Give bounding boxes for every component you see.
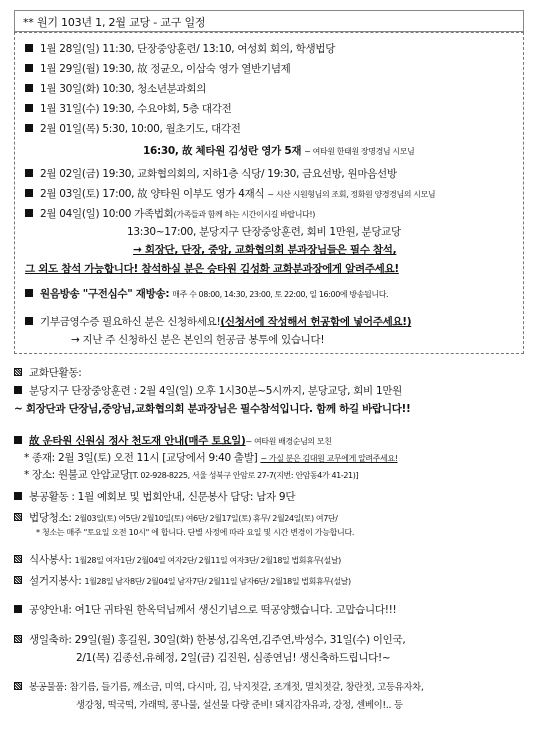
- schedule-item: 1월 31일(수) 19:30, 수요야회, 5층 대각전: [25, 101, 231, 116]
- schedule-subitem: 그 외도 참석 가능합니다! 참석하실 분은 승타원 김성화 교화분과장에게 알려주세요!: [25, 263, 399, 275]
- square-bullet-icon: [25, 169, 33, 177]
- square-bullet-icon: [25, 289, 33, 297]
- hatched-bullet-icon: [14, 368, 22, 376]
- birthday-line: 2/1(목) 김종선,유혜정, 2일(금) 김진원, 심종연님! 생신축하드립니다!~: [76, 652, 391, 664]
- schedule-box: [14, 32, 524, 354]
- square-bullet-icon: [25, 104, 33, 112]
- square-bullet-icon: [14, 492, 22, 500]
- square-bullet-icon: [25, 44, 33, 52]
- schedule-subitem: 13:30~17:00, 분당지구 단장중앙훈련, 회비 1만원, 분당교당: [127, 226, 401, 238]
- offering-line: 공양안내: 여1단 귀타원 한옥덕님께서 생신기념으로 떡공양했습니다. 고맙습니다!!!: [14, 602, 396, 617]
- schedule-subitem: → 회장단, 단장, 중앙, 교화협의회 분과장님들은 필수 참석,: [133, 244, 397, 256]
- square-bullet-icon: [14, 605, 22, 613]
- hatched-bullet-icon: [14, 555, 22, 563]
- schedule-item: 2월 01일(목) 5:30, 10:00, 월초기도, 대각전: [25, 121, 241, 136]
- square-bullet-icon: [25, 84, 33, 92]
- funeral-line: * 장소: 원불교 안암교당[T. 02-928-8225, 서울 성북구 안암로 27-7(지번: 안암동4가 41-21)]: [24, 469, 359, 481]
- square-bullet-icon: [25, 317, 33, 325]
- schedule-subitem: 16:30, 故 체타원 김성란 영가 5재 ~ 여타원 한태원 장명경님 시모님: [143, 145, 415, 157]
- square-bullet-icon: [25, 124, 33, 132]
- schedule-item: 1월 30일(화) 10:30, 청소년분과회의: [25, 81, 206, 96]
- square-bullet-icon: [25, 209, 33, 217]
- square-bullet-icon: [14, 386, 22, 394]
- goods-line: 봉공물품: 참기름, 들기름, 깨소금, 미역, 다시마, 김, 낙지젓갈, 조개젓, 멸치젓갈, 창란젓, 고등유자차,: [14, 679, 424, 693]
- cleaning-note: * 청소는 매주 "토요일 오전 10시" 에 합니다. 단별 사정에 따라 요일 및 시간 변경이 가능합니다.: [36, 528, 355, 537]
- hatched-bullet-icon: [14, 682, 22, 690]
- schedule-item: 1월 28일(일) 11:30, 단장중앙훈련/ 13:10, 여성회 회의, 학생법당: [25, 41, 335, 56]
- schedule-title: ** 원기 103년 1, 2월 교당 - 교구 일정: [14, 10, 524, 32]
- gyohwa-line: 분당지구 단장중앙훈련 : 2월 4일(일) 오후 1시30분~5시까지, 분당교당, 회비 1만원: [14, 383, 402, 398]
- gyohwa-line: ~ 회장단과 단장님,중앙님,교화협의회 분과장님은 필수참석입니다. 함께 하길 바랍니다!!: [14, 403, 411, 415]
- birthday-line: 생일축하: 29일(월) 홍길원, 30일(화) 한봉성,김옥연,김주연,박성수, 31일(수) 이인국,: [14, 632, 405, 647]
- funeral-line: * 종재: 2월 3일(토) 오전 11시 [교당에서 9:40 출발] ~ 가실 분은 김대원 교무에게 알려주세요!: [24, 452, 398, 464]
- goods-line: 생강청, 떡국떡, 가래떡, 콩나물, 설선물 다량 준비! 돼지감자유과, 강정, 센베이!.. 등: [76, 700, 403, 711]
- hatched-bullet-icon: [14, 513, 22, 521]
- schedule-item: 1월 29일(월) 19:30, 故 정균오, 이삼숙 영가 열반기념제: [25, 61, 291, 76]
- service-line: 봉공활동 : 1월 예회보 및 법회안내, 신문봉사 담당: 남자 9단: [14, 489, 295, 504]
- meal-line: 식사봉사: 1월28일 여자1단/ 2월04일 여자2단/ 2월11일 여자3단/ 2월18일 법회휴무(설날): [14, 552, 341, 567]
- square-bullet-icon: [25, 189, 33, 197]
- receipt-item: → 지난 주 신청하신 분은 본인의 헌공금 봉투에 있습니다!: [71, 334, 325, 346]
- broadcast-item: 원음방송 "구전심수" 재방송: 매주 수 08:00, 14:30, 23:00, 토 22:00, 일 16:00에 방송됩니다.: [25, 286, 388, 301]
- hatched-bullet-icon: [14, 576, 22, 584]
- receipt-item: 기부금영수증 필요하신 분은 신청하세요!(신청서에 작성해서 헌공함에 넣어주세요!): [25, 314, 411, 329]
- gyohwa-heading: 교화단활동:: [14, 365, 81, 380]
- hatched-bullet-icon: [14, 635, 22, 643]
- dish-line: 설거지봉사: 1월28일 남자8단/ 2월04일 남자7단/ 2월11일 남자6단/ 2월18일 법회휴무(설날): [14, 573, 351, 588]
- funeral-line: 故 운타원 신원심 정사 천도재 안내(매주 토요일)~ 여타원 배경순님의 모친: [14, 433, 332, 448]
- schedule-item: 2월 03일(토) 17:00, 故 양타원 이부도 영가 4재식 ~ 시산 시원형님의 조회, 정화원 양경경님의 시모님: [25, 186, 435, 201]
- cleaning-line: 법당청소: 2월03일(토) 여5단/ 2월10일(토) 여6단/ 2월17일(토) 휴무/ 2월24일(토) 여7단/: [14, 510, 338, 525]
- square-bullet-icon: [14, 436, 22, 444]
- schedule-item: 2월 02일(금) 19:30, 교화협의회의, 지하1층 식당/ 19:30, 금요선방, 원마음선방: [25, 166, 397, 181]
- schedule-item: 2월 04일(일) 10:00 가족법회(가족들과 함께 하는 시간이시길 바랍니다!): [25, 206, 315, 221]
- square-bullet-icon: [25, 64, 33, 72]
